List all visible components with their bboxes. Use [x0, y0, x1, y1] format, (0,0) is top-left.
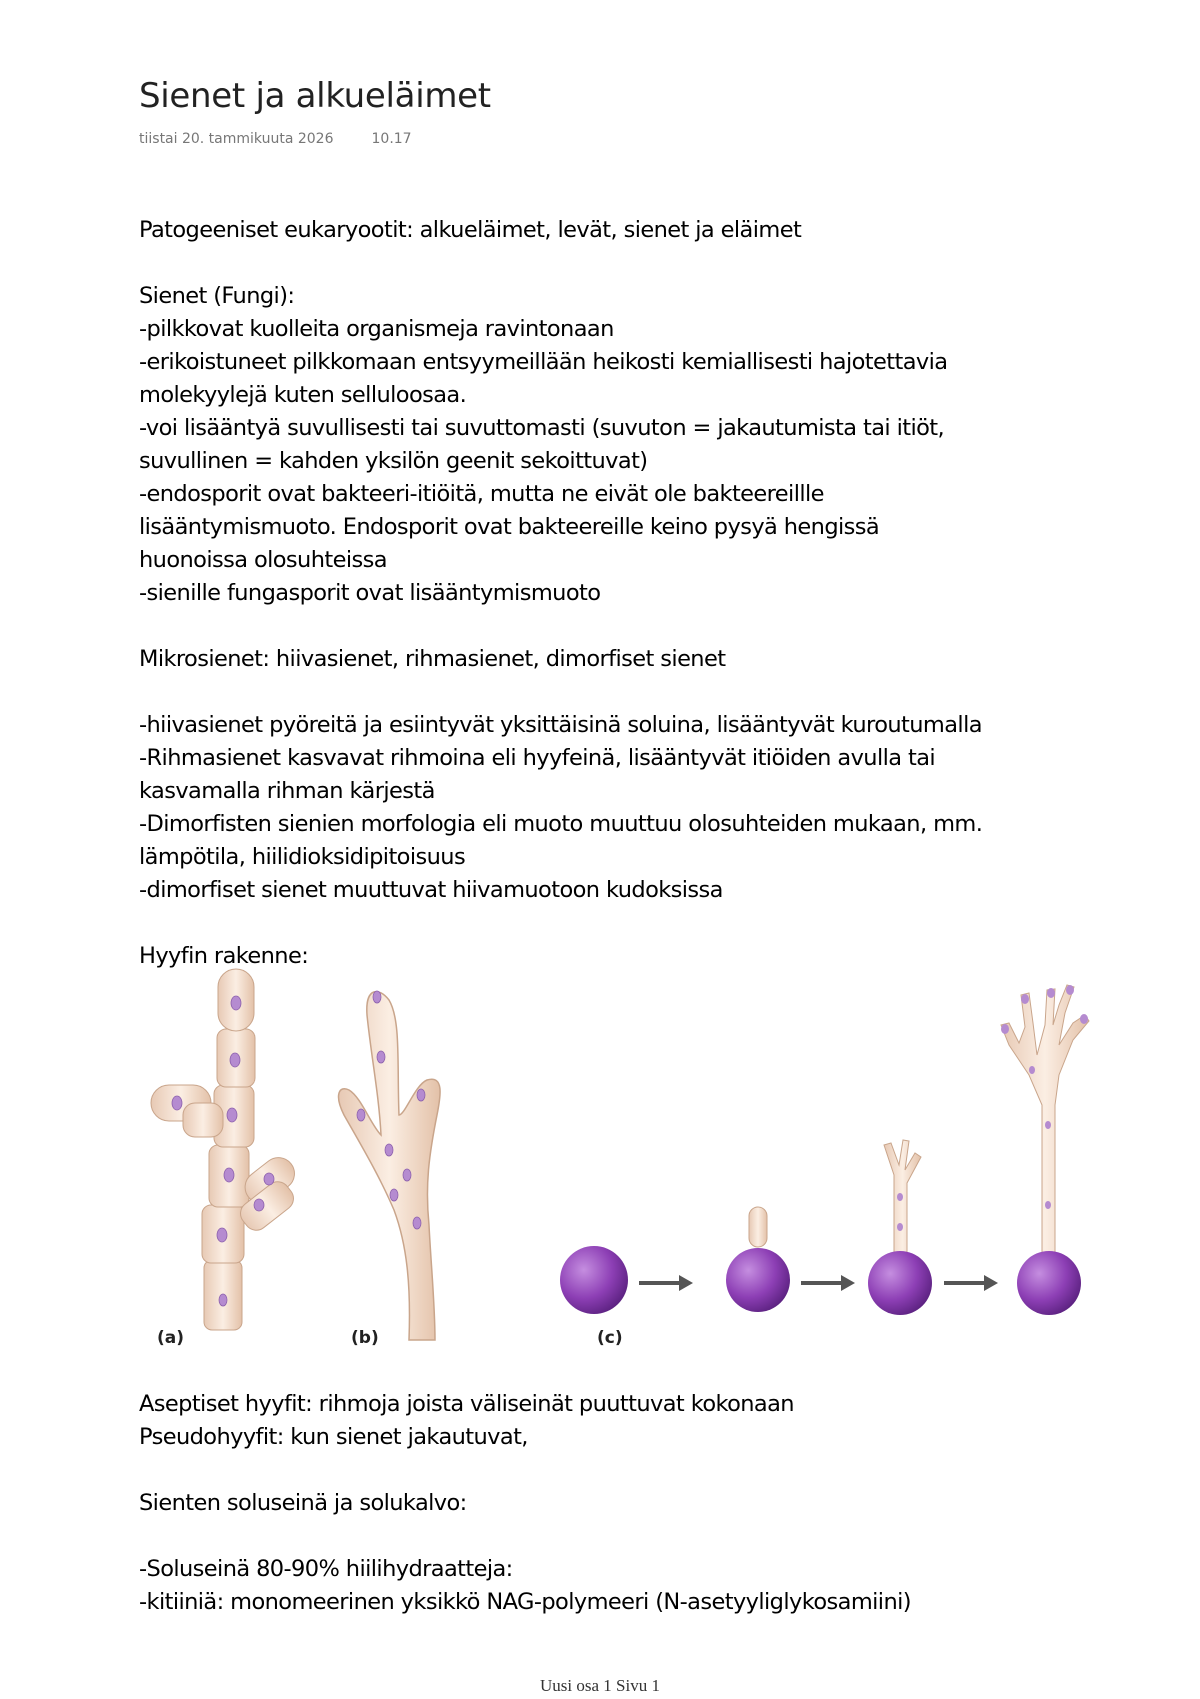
micro-line: -dimorfiset sienet muuttuvat hiivamuotoon kudoksissa — [139, 877, 723, 903]
page-timestamp — [139, 131, 412, 147]
page-date: tiistai 20. tammikuuta 2026 — [139, 131, 334, 147]
micro-line: -Dimorfisten sienien morfologia eli muoto muuttuu olosuhteiden mukaan, mm. — [139, 811, 983, 837]
fungi-line: -voi lisääntyä suvullisesti tai suvuttomasti (suvuton = jakautumista tai itiöt, — [139, 415, 945, 441]
micro-line: lämpötila, hiilidioksidipitoisuus — [139, 844, 466, 870]
wall-line: -Soluseinä 80-90% hiilihydraatteja: — [139, 1556, 513, 1582]
spore-stage-2 — [726, 1207, 790, 1312]
septate-hypha-drawing — [151, 969, 301, 1330]
fungi-line: -erikoistuneet pilkkomaan entsyymeillään heikosti kemiallisesti hajotettavia — [139, 349, 948, 375]
page-footer: Uusi osa 1 Sivu 1 — [540, 1676, 660, 1695]
micro-heading: Mikrosienet: hiivasienet, rihmasienet, dimorfiset sienet — [139, 646, 726, 672]
figure-label-a: (a) — [157, 1328, 185, 1348]
arrow-icon — [801, 1275, 855, 1291]
spore-stage-4 — [1001, 985, 1089, 1315]
fungi-line: molekyylejä kuten selluloosaa. — [139, 382, 467, 408]
arrow-icon — [944, 1275, 998, 1291]
hypha-heading: Hyyfin rakenne: — [139, 943, 309, 969]
note-body-top — [139, 214, 1079, 973]
spore-stage-1 — [560, 1246, 628, 1314]
micro-line: kasvamalla rihman kärjestä — [139, 778, 435, 804]
figure-label-c: (c) — [597, 1328, 623, 1348]
figure-label-b: (b) — [351, 1328, 379, 1348]
fungi-heading: Sienet (Fungi): — [139, 283, 295, 309]
micro-line: -hiivasienet pyöreitä ja esiintyvät yksittäisinä soluina, lisääntyvät kuroutumalla — [139, 712, 982, 738]
spore-stage-3 — [868, 1140, 932, 1315]
note-body-bottom — [139, 1388, 1079, 1619]
page-time: 10.17 — [371, 131, 412, 147]
micro-line: -Rihmasienet kasvavat rihmoina eli hyyfeinä, lisääntyvät itiöiden avulla tai — [139, 745, 936, 771]
fungi-line: -pilkkovat kuolleita organismeja ravintonaan — [139, 316, 614, 342]
wall-heading: Sienten soluseinä ja solukalvo: — [139, 1490, 467, 1516]
wall-line: -kitiiniä: monomeerinen yksikkö NAG-polymeeri (N-asetyyliglykosamiini) — [139, 1589, 911, 1615]
spore-germination-sequence — [560, 985, 1089, 1315]
coenocytic-hypha-drawing — [339, 991, 441, 1340]
after-figure-line: Pseudohyyfit: kun sienet jakautuvat, — [139, 1424, 528, 1450]
intro-line: Patogeeniset eukaryootit: alkueläimet, levät, sienet ja eläimet — [139, 217, 802, 243]
fungi-line: -endosporit ovat bakteeri-itiöitä, mutta ne eivät ole bakteereillle — [139, 481, 824, 507]
arrow-icon — [639, 1275, 693, 1291]
page-title: Sienet ja alkueläimet — [139, 76, 491, 116]
fungi-line: suvullinen = kahden yksilön geenit sekoittuvat) — [139, 448, 648, 474]
fungi-line: -sienille fungasporit ovat lisääntymismuoto — [139, 580, 601, 606]
fungi-line: lisääntymismuoto. Endosporit ovat bakteereille keino pysyä hengissä — [139, 514, 880, 540]
hypha-structure-figure — [139, 965, 1107, 1350]
after-figure-line: Aseptiset hyyfit: rihmoja joista väliseinät puuttuvat kokonaan — [139, 1391, 794, 1417]
fungi-line: huonoissa olosuhteissa — [139, 547, 387, 573]
